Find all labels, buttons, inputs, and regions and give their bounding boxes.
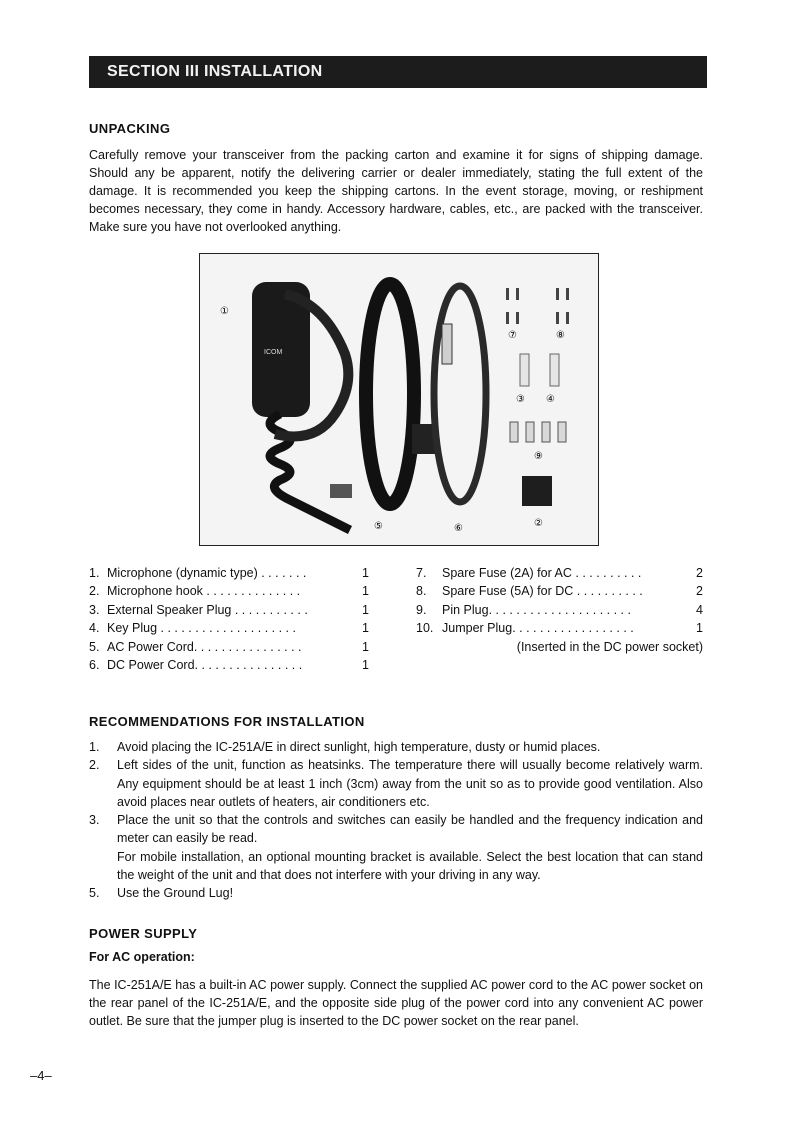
jumper-plug [522,476,552,506]
spare-fuses [506,288,569,324]
accessories-list-left [89,566,369,676]
callout-8: ⑧ [556,330,565,341]
page-number: –4– [30,1068,52,1083]
list-item: 7. Spare Fuse (2A) for AC . . . . . . . . . . 2 [416,566,703,580]
dc-fuse-holder [442,324,452,364]
ac-power-cord [366,284,414,504]
list-note: (Inserted in the DC power socket) [516,639,703,654]
list-item: 2. Microphone hook . . . . . . . . . . . . . . 1 [89,584,369,599]
callout-3: ③ [516,394,525,405]
list-item: 6. DC Power Cord. . . . . . . . . . . . . . . . 1 [89,657,369,672]
callout-7: ⑦ [508,330,517,341]
list-item: 1. Microphone (dynamic type) . . . . . . . 1 [89,566,369,580]
recommendations-heading: RECOMMENDATIONS FOR INSTALLATION [89,714,365,729]
callout-5: ⑤ [374,521,383,532]
callout-4: ④ [546,394,555,405]
section-title-bar [89,56,707,88]
unpacking-paragraph: Carefully remove your transceiver from the packing carton and examine it for signs of shipping damage. Should any be apparent, notify the delivering carrier or dealer immediately, stating the full extent of the damage. It is recommended you keep the shipping cartons. In the event storage, moving, or reshipment becomes necessary, they come in handy. Accessory hardware, cables, etc., are packed with the transceiver. Make sure you have not overlooked anything. [89,148,703,234]
key-plug [550,354,559,386]
list-item: 9. Pin Plug. . . . . . . . . . . . . . . . . . . . . 4 [416,602,703,617]
list-item: 5. Use the Ground Lug! [89,886,234,901]
list-item: 10. Jumper Plug. . . . . . . . . . . . . . . . . . 1 [416,621,703,636]
list-item: 5. AC Power Cord. . . . . . . . . . . . . . . . 1 [89,639,369,654]
list-item: 8. Spare Fuse (5A) for DC . . . . . . . . . . 2 [416,584,703,599]
microphone-connector [330,484,352,498]
callout-1: ① [220,306,229,317]
list-item: 1. Avoid placing the IC-251A/E in direct sunlight, high temperature, dusty or humid places. [89,740,601,754]
callout-2: ② [534,518,543,529]
callout-9: ⑨ [534,451,543,462]
power-supply-paragraph: The IC-251A/E has a built-in AC power supply. Connect the supplied AC power cord to the AC power socket on the rear panel of the IC-251A/E, and the opposite side plug of the power cord into any convenient AC power outlet. Be sure that the jumper plug is inserted to the DC power socket on the rear panel. [89,978,703,1028]
pin-plugs [510,422,566,442]
list-item: 3. Place the unit so that the controls and switches can easily be handled and the frequency indication and meter can easily be read. For mobile installation, an optional mounting bracket is available. Select the best location that can stand the weight of the unit and that does not interfere with your driving in any way. [89,813,703,883]
external-speaker-plug [520,354,529,386]
dc-power-cord [434,286,486,502]
accessories-illustration [200,254,598,545]
list-item: 2. Left sides of the unit, function as heatsinks. The temperature there will usually become relatively warm. Any equipment should be at least 1 inch (3cm) away from the unit so as to provide good ventilation. Also avoid places near outlets of heaters, air conditioners etc. [89,758,703,809]
section-title: SECTION III INSTALLATION [107,63,323,80]
unpacking-heading: UNPACKING [89,121,171,136]
list-item: 3. External Speaker Plug . . . . . . . . . . . 1 [89,602,369,617]
accessories-list-right [416,566,703,658]
microphone-label: ICOM [264,349,283,356]
list-item: 4. Key Plug . . . . . . . . . . . . . . . . . . . . 1 [89,621,369,636]
accessories-photo [199,253,599,546]
power-supply-heading: POWER SUPPLY [89,926,198,941]
ac-operation-subheading: For AC operation: [89,950,195,964]
callout-6: ⑥ [454,523,463,534]
recommendations-list [89,738,703,903]
